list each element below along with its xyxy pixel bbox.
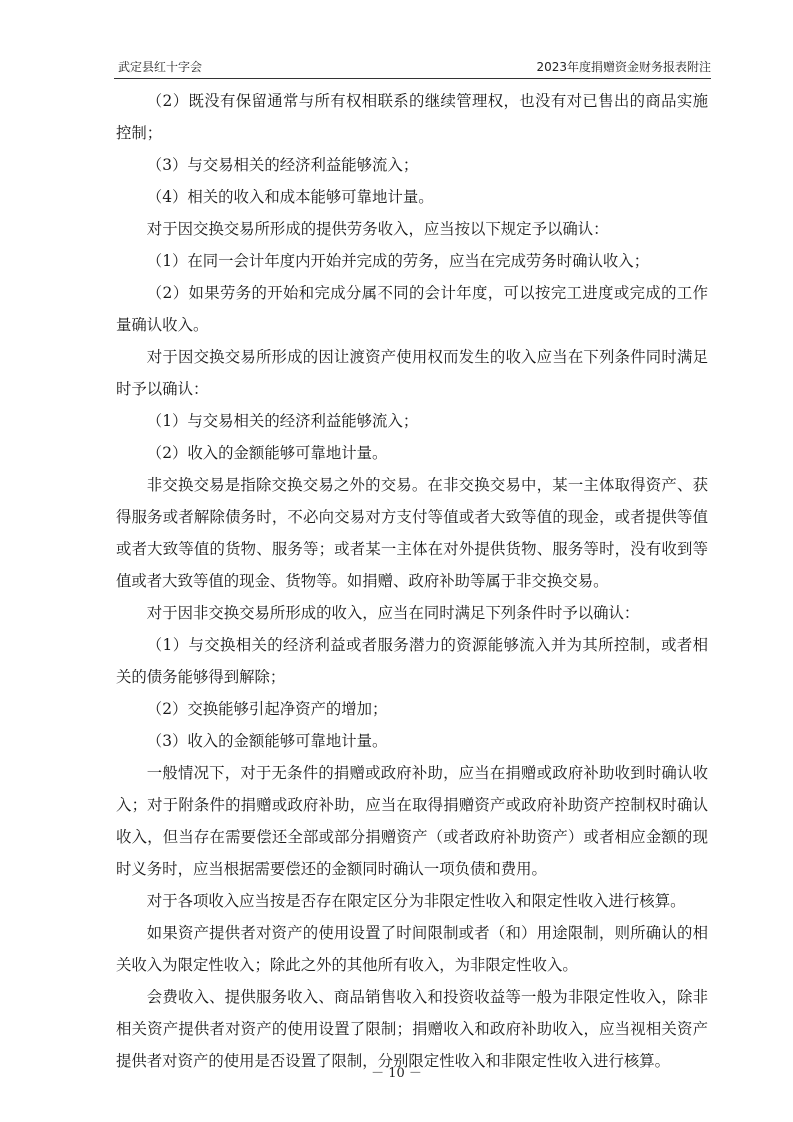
paragraph: 对于因交换交易所形成的因让渡资产使用权而发生的收入应当在下列条件同时满足时予以确认： (116, 348, 708, 398)
page-number: － 10 － (371, 1066, 422, 1081)
paragraph: （1）在同一会计年度内开始并完成的劳务，应当在完成劳务时确认收入； (146, 252, 650, 270)
paragraph: （2）交换能够引起净资产的增加； (146, 700, 388, 718)
header-organization: 武定县红十字会 (118, 60, 203, 74)
paragraph: （3）收入的金额能够可靠地计量。 (146, 732, 388, 750)
paragraph: 对于各项收入应当按是否存在限定区分为非限定性收入和限定性收入进行核算。 (146, 892, 686, 910)
paragraph: 如果资产提供者对资产的使用设置了时间限制或者（和）用途限制，则所确认的相关收入为限定性收入；除此之外的其他所有收入，为非限定性收入。 (116, 924, 708, 974)
paragraph: 会费收入、提供服务收入、商品销售收入和投资收益等一般为非限定性收入，除非相关资产提供者对资产的使用设置了限制；捐赠收入和政府补助收入，应当视相关资产提供者对资产的使用是否设置了限制，分别限定性收入和非限定性收入进行核算。 (116, 988, 708, 1070)
page-header (118, 58, 711, 78)
paragraph: （1）与交换相关的经济利益或者服务潜力的资源能够流入并为其所控制，或者相关的债务能够得到解除； (116, 636, 708, 686)
paragraph: 对于因非交换交易所形成的收入，应当在同时满足下列条件时予以确认： (146, 604, 640, 622)
header-divider (114, 78, 711, 79)
paragraph: （2）如果劳务的开始和完成分属不同的会计年度，可以按完工进度或完成的工作量确认收入。 (116, 284, 708, 334)
document-body (116, 85, 708, 1077)
paragraph: （3）与交易相关的经济利益能够流入； (146, 156, 419, 174)
paragraph: （1）与交易相关的经济利益能够流入； (146, 412, 419, 430)
header-document-title: 2023年度捐赠资金财务报表附注 (536, 60, 711, 74)
paragraph: 对于因交换交易所形成的提供劳务收入，应当按以下规定予以确认： (146, 220, 609, 238)
paragraph: （2）收入的金额能够可靠地计量。 (146, 444, 388, 462)
paragraph: （2）既没有保留通常与所有权相联系的继续管理权，也没有对已售出的商品实施控制； (116, 92, 708, 142)
paragraph: （4）相关的收入和成本能够可靠地计量。 (146, 188, 434, 206)
paragraph: 一般情况下，对于无条件的捐赠或政府补助，应当在捐赠或政府补助收到时确认收入；对于附条件的捐赠或政府补助，应当在取得捐赠资产或政府补助资产控制权时确认收入，但当存在需要偿还全部或部分捐赠资产（或者政府补助资产）或者相应金额的现时义务时，应当根据需要偿还的金额同时确认一项负债和费用。 (116, 764, 708, 878)
paragraph: 非交换交易是指除交换交易之外的交易。在非交换交易中，某一主体取得资产、获得服务或者解除债务时，不必向交易对方支付等值或者大致等值的现金，或者提供等值或者大致等值的货物、服务等；或者某一主体在对外提供货物、服务等时，没有收到等值或者大致等值的现金、货物等。如捐赠、政府补助等属于非交换交易。 (116, 476, 708, 590)
